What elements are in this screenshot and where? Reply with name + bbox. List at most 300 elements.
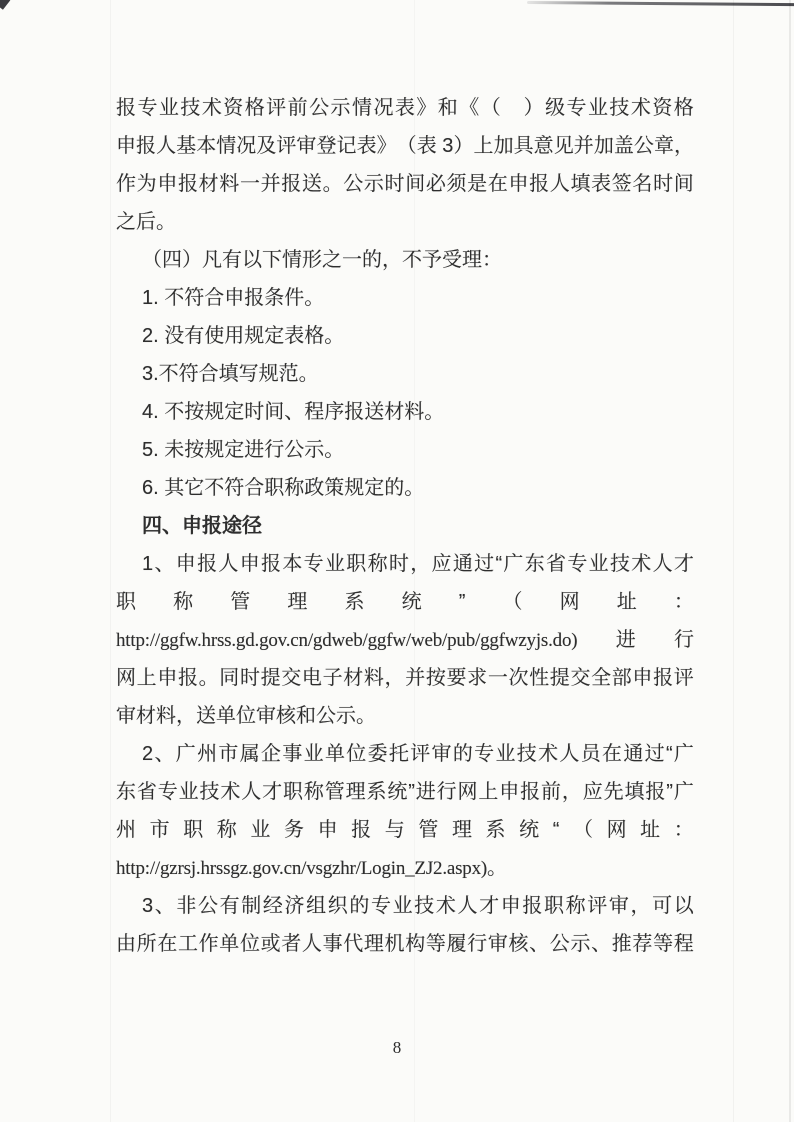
char: 托 bbox=[388, 743, 409, 765]
char: 评 bbox=[673, 667, 694, 689]
char: 系 bbox=[366, 781, 387, 803]
char: 登 bbox=[316, 135, 337, 157]
char: 位 bbox=[239, 933, 260, 955]
char: 次 bbox=[508, 667, 529, 689]
char: 作 bbox=[198, 933, 219, 955]
page-number: 8 bbox=[392, 1038, 402, 1057]
char: 提 bbox=[260, 667, 281, 689]
char: 过 bbox=[474, 553, 495, 575]
char: 公 bbox=[343, 173, 364, 195]
char: 公 bbox=[198, 895, 218, 917]
text-line: 6. 其它不符合职称政策规定的。 bbox=[142, 477, 425, 499]
scan-artifact-corner bbox=[0, 0, 10, 10]
char: 网 bbox=[457, 781, 478, 803]
char: （ bbox=[502, 591, 523, 613]
char: ： bbox=[673, 591, 694, 613]
char: ， bbox=[674, 135, 694, 157]
char: 人 bbox=[241, 781, 262, 803]
char: 业 bbox=[178, 781, 199, 803]
char: 位 bbox=[346, 743, 367, 765]
char: 人 bbox=[559, 743, 580, 765]
char: 程 bbox=[673, 933, 694, 955]
text-line: （四）凡有以下情形之一的，不予受理： bbox=[142, 249, 502, 271]
char: 加 bbox=[493, 135, 514, 157]
char: 一 bbox=[487, 667, 508, 689]
char: 报 bbox=[177, 667, 198, 689]
text-line: 审材料，送单位审核和公示。 bbox=[116, 705, 376, 727]
char: 技 bbox=[609, 553, 630, 575]
char: 统 bbox=[519, 819, 540, 841]
char: 织 bbox=[327, 895, 348, 917]
char: 评 bbox=[276, 135, 297, 157]
char: 记 bbox=[336, 135, 357, 157]
char: 术 bbox=[201, 97, 222, 119]
char: 《 bbox=[459, 97, 480, 119]
char: 报 bbox=[653, 667, 674, 689]
text-line bbox=[116, 545, 694, 583]
url-text: http://gzrsj.hrssgz.gov.cn/vsgzhr/Login_ZJ2.aspx) bbox=[116, 858, 488, 879]
char: 报 bbox=[529, 173, 550, 195]
char: 称 bbox=[565, 895, 586, 917]
char: 时 bbox=[653, 173, 674, 195]
char: 人 bbox=[457, 895, 478, 917]
char: 送 bbox=[301, 173, 322, 195]
char: 东 bbox=[116, 781, 136, 803]
char: 间 bbox=[405, 173, 426, 195]
char: 与 bbox=[384, 819, 405, 841]
char: 非 bbox=[176, 895, 197, 917]
char: 3 bbox=[436, 135, 454, 157]
char: 报 bbox=[261, 553, 281, 575]
char: 本 bbox=[196, 135, 217, 157]
char: 情 bbox=[216, 135, 237, 157]
char: 技 bbox=[516, 743, 537, 765]
char: 广 bbox=[673, 743, 694, 765]
char: 间 bbox=[673, 173, 694, 195]
char: 职 bbox=[183, 819, 204, 841]
char: 报 bbox=[520, 781, 541, 803]
char: 级 bbox=[545, 97, 566, 119]
char: 要 bbox=[446, 667, 467, 689]
char: 本 bbox=[282, 553, 303, 575]
char: 业 bbox=[495, 743, 516, 765]
char: 在 bbox=[157, 933, 178, 955]
char: 技 bbox=[180, 97, 201, 119]
text-line bbox=[116, 165, 694, 203]
char: 才 bbox=[479, 895, 500, 917]
char: 所 bbox=[136, 933, 157, 955]
char: 等 bbox=[653, 933, 674, 955]
char: 业 bbox=[250, 819, 271, 841]
char: （ bbox=[480, 97, 501, 119]
char: 事 bbox=[322, 933, 343, 955]
char: 委 bbox=[367, 743, 388, 765]
char: 章 bbox=[653, 135, 674, 157]
char: 址 bbox=[616, 591, 637, 613]
scanner-line bbox=[110, 0, 111, 1122]
char: 填 bbox=[570, 173, 591, 195]
char: （ bbox=[572, 819, 593, 841]
char: 、 bbox=[154, 743, 175, 765]
char: 东 bbox=[524, 553, 545, 575]
char: 专 bbox=[567, 553, 588, 575]
char: 业 bbox=[392, 895, 413, 917]
char: 代 bbox=[343, 933, 364, 955]
char: 申 bbox=[157, 667, 178, 689]
text-run: 行 bbox=[674, 629, 694, 651]
char: 网 bbox=[116, 667, 136, 689]
char: 1 bbox=[142, 553, 154, 575]
char: 构 bbox=[405, 933, 426, 955]
char bbox=[502, 89, 522, 127]
text-line: 4. 不按规定时间、程序报送材料。 bbox=[142, 401, 445, 423]
char: 意 bbox=[533, 135, 554, 157]
char: 报 bbox=[136, 135, 157, 157]
char: 盖 bbox=[613, 135, 634, 157]
char: 审 bbox=[431, 743, 452, 765]
char: 统 bbox=[401, 591, 422, 613]
char: 性 bbox=[529, 667, 550, 689]
char: ： bbox=[673, 819, 694, 841]
char: 》 bbox=[416, 97, 437, 119]
char: 行 bbox=[467, 933, 488, 955]
scan-artifact-scratch bbox=[527, 1, 794, 6]
char: 材 bbox=[343, 667, 364, 689]
char: 行 bbox=[436, 781, 457, 803]
char: 表 bbox=[356, 135, 377, 157]
char: “ bbox=[665, 743, 673, 765]
char: 见 bbox=[553, 135, 574, 157]
char: 表 bbox=[394, 97, 415, 119]
char: 以 bbox=[673, 895, 694, 917]
char: 制 bbox=[241, 895, 262, 917]
char: 单 bbox=[219, 933, 240, 955]
char: 通 bbox=[623, 743, 644, 765]
text-line: 四、申报途径 bbox=[142, 515, 262, 537]
char: 址 bbox=[640, 819, 661, 841]
char: 业 bbox=[158, 97, 179, 119]
char: 公 bbox=[633, 135, 654, 157]
text-block bbox=[116, 89, 694, 963]
char: 人 bbox=[218, 553, 239, 575]
char: 统 bbox=[387, 781, 408, 803]
char: 报 bbox=[177, 173, 198, 195]
char: 的 bbox=[452, 743, 473, 765]
text-line: 之后。 bbox=[116, 211, 176, 233]
char: 才 bbox=[673, 553, 694, 575]
char: 评 bbox=[587, 895, 608, 917]
char: 州 bbox=[197, 743, 218, 765]
char: 人 bbox=[156, 135, 177, 157]
char: ， bbox=[561, 781, 582, 803]
char: 称 bbox=[303, 781, 324, 803]
char: 基 bbox=[176, 135, 197, 157]
char: 可 bbox=[652, 895, 673, 917]
char: 职 bbox=[544, 895, 564, 917]
text-line bbox=[116, 773, 694, 811]
char: ” bbox=[408, 781, 415, 803]
text-line: 3.不符合填写规范。 bbox=[142, 363, 319, 385]
char: 属 bbox=[239, 743, 260, 765]
char: 业 bbox=[587, 97, 608, 119]
scanner-line bbox=[733, 0, 734, 1122]
char: 经 bbox=[262, 895, 283, 917]
char: 广 bbox=[673, 781, 694, 803]
char: 术 bbox=[630, 97, 651, 119]
char: ” bbox=[458, 591, 466, 613]
char: 申 bbox=[317, 819, 338, 841]
char: 签 bbox=[611, 173, 632, 195]
char: 交 bbox=[281, 667, 302, 689]
char: 职 bbox=[283, 781, 303, 803]
char: 评 bbox=[410, 743, 431, 765]
char: ） bbox=[523, 97, 544, 119]
char: 管 bbox=[230, 591, 251, 613]
char: 专 bbox=[137, 97, 158, 119]
text-line: 2. 没有使用规定表格。 bbox=[142, 325, 345, 347]
char: 况 bbox=[373, 97, 394, 119]
char: 进 bbox=[415, 781, 436, 803]
char: 业 bbox=[324, 553, 345, 575]
char: 同 bbox=[219, 667, 240, 689]
char: 省 bbox=[136, 781, 157, 803]
char: 州 bbox=[116, 819, 136, 841]
char: 公 bbox=[309, 97, 330, 119]
char: 报 bbox=[522, 895, 543, 917]
char: 组 bbox=[306, 895, 327, 917]
char: 报 bbox=[351, 819, 372, 841]
char: 称 bbox=[367, 553, 388, 575]
char: 者 bbox=[281, 933, 302, 955]
char: 2 bbox=[142, 743, 154, 765]
char: 称 bbox=[216, 819, 237, 841]
char: ） bbox=[453, 135, 474, 157]
char: 上 bbox=[136, 667, 157, 689]
char: 理 bbox=[451, 819, 472, 841]
char: 济 bbox=[284, 895, 305, 917]
char: 具 bbox=[513, 135, 534, 157]
char: 必 bbox=[425, 173, 446, 195]
char: 资 bbox=[652, 97, 673, 119]
char: 专 bbox=[474, 743, 495, 765]
char: 、 bbox=[591, 933, 612, 955]
char: 市 bbox=[149, 819, 170, 841]
char: 示 bbox=[570, 933, 591, 955]
char: 在 bbox=[602, 743, 622, 765]
char: ” bbox=[666, 781, 673, 803]
char: 部 bbox=[611, 667, 632, 689]
char: 时 bbox=[388, 553, 409, 575]
char: 审 bbox=[487, 933, 508, 955]
char: “ bbox=[495, 553, 503, 575]
text-line bbox=[116, 811, 694, 849]
text-line bbox=[116, 621, 694, 659]
char: 职 bbox=[346, 553, 367, 575]
text-line bbox=[116, 89, 694, 127]
char: 业 bbox=[588, 553, 609, 575]
char: 网 bbox=[559, 591, 580, 613]
char: 或 bbox=[260, 933, 281, 955]
char: 人 bbox=[301, 933, 322, 955]
char: 评 bbox=[266, 97, 287, 119]
char: 是 bbox=[467, 173, 488, 195]
char: 市 bbox=[218, 743, 239, 765]
text-line: 5. 未按规定进行公示。 bbox=[142, 439, 345, 461]
char: 申 bbox=[175, 553, 196, 575]
char: 职 bbox=[116, 591, 136, 613]
char: “ bbox=[552, 819, 560, 841]
char: 术 bbox=[220, 781, 241, 803]
char: 申 bbox=[508, 173, 529, 195]
char: 专 bbox=[303, 553, 324, 575]
char: 公 bbox=[549, 933, 570, 955]
char: 理 bbox=[363, 933, 384, 955]
char: 申 bbox=[116, 135, 136, 157]
char: 、 bbox=[529, 933, 550, 955]
char: 格 bbox=[673, 97, 694, 119]
text-run: 。 bbox=[487, 857, 508, 879]
char: 申 bbox=[239, 553, 260, 575]
char: 申 bbox=[500, 895, 521, 917]
char: 时 bbox=[384, 173, 405, 195]
char: 并 bbox=[405, 667, 426, 689]
char: 理 bbox=[345, 781, 366, 803]
char: ， bbox=[630, 895, 651, 917]
text-line bbox=[116, 127, 694, 165]
char: 省 bbox=[546, 553, 567, 575]
char: 术 bbox=[538, 743, 559, 765]
char: 、 bbox=[154, 895, 175, 917]
char: 须 bbox=[446, 173, 467, 195]
char: 才 bbox=[262, 781, 283, 803]
char: 作 bbox=[116, 173, 136, 195]
char: 专 bbox=[371, 895, 391, 917]
char: 示 bbox=[363, 173, 384, 195]
char: 通 bbox=[452, 553, 473, 575]
char: 表 bbox=[416, 135, 437, 157]
char: 提 bbox=[549, 667, 570, 689]
char: 广 bbox=[175, 743, 196, 765]
char: 3 bbox=[142, 895, 154, 917]
char: 上 bbox=[473, 135, 494, 157]
char: 过 bbox=[644, 743, 665, 765]
text-line bbox=[116, 887, 694, 925]
url-text: http://ggfw.hrss.gd.gov.cn/gdweb/ggfw/web/pub/ggfwzyjs.do) bbox=[116, 630, 578, 651]
char: 先 bbox=[603, 781, 624, 803]
char: 资 bbox=[223, 97, 244, 119]
char: 示 bbox=[330, 97, 351, 119]
text-line bbox=[116, 659, 694, 697]
char: 。 bbox=[322, 173, 343, 195]
char: 网 bbox=[606, 819, 627, 841]
char: 及 bbox=[256, 135, 277, 157]
char: 单 bbox=[324, 743, 345, 765]
char: 审 bbox=[608, 895, 629, 917]
char: 表 bbox=[591, 173, 612, 195]
char: 时 bbox=[239, 667, 260, 689]
char: 》 bbox=[376, 135, 397, 157]
char: 料 bbox=[363, 667, 384, 689]
char: 专 bbox=[566, 97, 587, 119]
page-edge-shadow bbox=[789, 0, 791, 1122]
char: 工 bbox=[177, 933, 198, 955]
char: 系 bbox=[344, 591, 365, 613]
char: 子 bbox=[322, 667, 343, 689]
char: 技 bbox=[414, 895, 435, 917]
char: 申 bbox=[157, 173, 178, 195]
char: 企 bbox=[261, 743, 281, 765]
char: 系 bbox=[485, 819, 506, 841]
char: 务 bbox=[283, 819, 304, 841]
char: 报 bbox=[116, 97, 136, 119]
char: 履 bbox=[446, 933, 467, 955]
char: 交 bbox=[570, 667, 591, 689]
char: 申 bbox=[632, 667, 653, 689]
char: 按 bbox=[425, 667, 446, 689]
char: 人 bbox=[652, 553, 673, 575]
char: 的 bbox=[349, 895, 370, 917]
char: 技 bbox=[199, 781, 220, 803]
text-line bbox=[116, 735, 694, 773]
char: 审 bbox=[296, 135, 317, 157]
char: 报 bbox=[281, 173, 302, 195]
char: 应 bbox=[582, 781, 603, 803]
char: 并 bbox=[260, 173, 281, 195]
char: 和 bbox=[437, 97, 458, 119]
char: 由 bbox=[116, 933, 136, 955]
char: 术 bbox=[435, 895, 456, 917]
char: 电 bbox=[301, 667, 322, 689]
char: 术 bbox=[631, 553, 652, 575]
char: 核 bbox=[508, 933, 529, 955]
char: 人 bbox=[549, 173, 570, 195]
char: 理 bbox=[287, 591, 308, 613]
char: 应 bbox=[431, 553, 452, 575]
char: 业 bbox=[303, 743, 324, 765]
char: 技 bbox=[609, 97, 630, 119]
char: 名 bbox=[632, 173, 653, 195]
char: 有 bbox=[219, 895, 240, 917]
char: 况 bbox=[236, 135, 257, 157]
char: 一 bbox=[239, 173, 260, 195]
text-line bbox=[116, 925, 694, 963]
char: 料 bbox=[219, 173, 240, 195]
char: 上 bbox=[478, 781, 499, 803]
char: 事 bbox=[282, 743, 303, 765]
char: 专 bbox=[157, 781, 178, 803]
char: 、 bbox=[154, 553, 175, 575]
char: 加 bbox=[593, 135, 614, 157]
char: 前 bbox=[287, 97, 308, 119]
char: 求 bbox=[467, 667, 488, 689]
char: 称 bbox=[173, 591, 194, 613]
text-line bbox=[116, 583, 694, 621]
char: 推 bbox=[611, 933, 632, 955]
text-run: 进 bbox=[615, 629, 636, 651]
char: 广 bbox=[503, 553, 524, 575]
char: 报 bbox=[197, 553, 218, 575]
char: 为 bbox=[136, 173, 157, 195]
char: 员 bbox=[580, 743, 601, 765]
char: 机 bbox=[384, 933, 405, 955]
char: 等 bbox=[425, 933, 446, 955]
char: 情 bbox=[351, 97, 372, 119]
text-line: 1. 不符合申报条件。 bbox=[142, 287, 325, 309]
char: 格 bbox=[244, 97, 265, 119]
char: 管 bbox=[324, 781, 345, 803]
char: 填 bbox=[624, 781, 645, 803]
char: 并 bbox=[573, 135, 594, 157]
